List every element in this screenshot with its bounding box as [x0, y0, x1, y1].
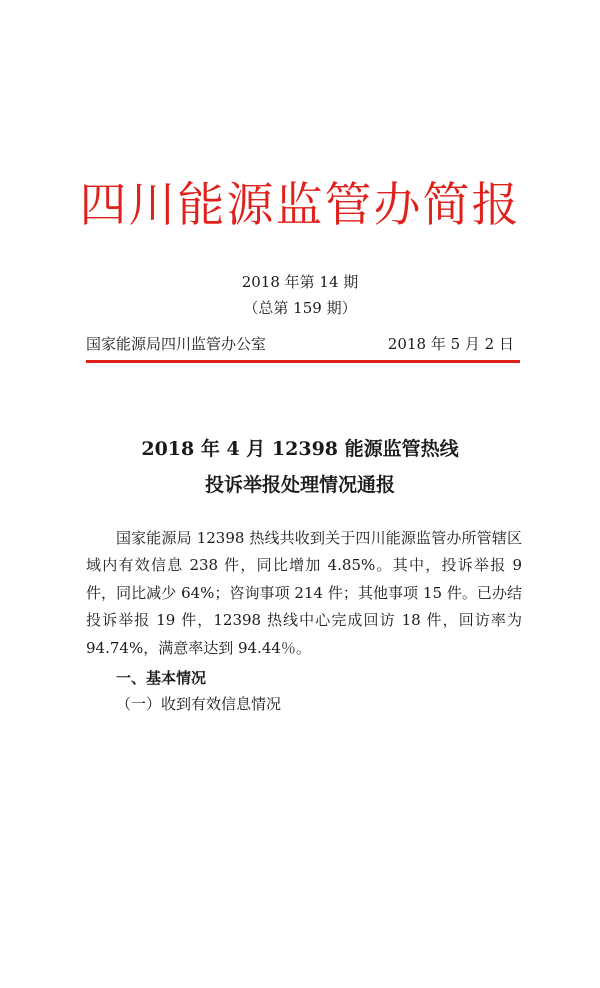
section-heading: 一、基本情况	[116, 669, 207, 687]
document-title-line1: 2018 年 4 月 12398 能源监管热线	[141, 438, 459, 460]
document-title-line2: 投诉举报处理情况通报	[204, 474, 395, 496]
subsection-heading: （一）收到有效信息情况	[116, 695, 282, 713]
issuing-organization: 国家能源局四川监管办公室	[86, 335, 267, 353]
summary-paragraph: 国家能源局 12398 热线共收到关于四川能源监管办所管辖区域内有效信息 238 件，同比增加 4.85%。其中，投诉举报 9 件，同比减少 64%；咨询事项 214 件；其他事项 15 件。已办结投诉举报 19 件，12398 热线中心完成回访 18 件，回访率为 94.74%，满意率达到 94.44％。	[86, 529, 522, 657]
issue-number: 2018 年第 14 期	[241, 273, 359, 291]
bulletin-masthead: 四川能源监管办简报	[79, 178, 521, 233]
issue-date: 2018 年 5 月 2 日	[387, 335, 514, 353]
header-divider	[86, 360, 520, 363]
total-issue-number: （总第 159 期）	[243, 299, 357, 317]
